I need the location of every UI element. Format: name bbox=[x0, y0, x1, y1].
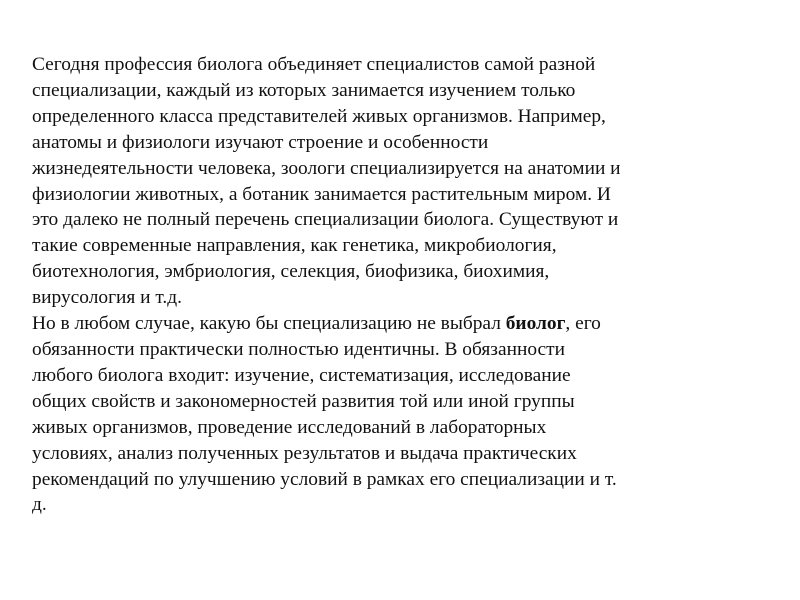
text-line: любого биолога входит: изучение, систематизация, исследование bbox=[32, 364, 571, 386]
text-run: Но в любом случае, какую бы специализацию не выбрал bbox=[32, 313, 506, 335]
text-line: биотехнология, эмбриология, селекция, биофизика, биохимия, bbox=[32, 261, 550, 283]
text-line: живых организмов, проведение исследований в лабораторных bbox=[32, 416, 547, 438]
text-line: общих свойств и закономерностей развития той или иной группы bbox=[32, 390, 575, 412]
text-line: определенного класса представителей живых организмов. Например, bbox=[32, 105, 606, 127]
text-line: условиях, анализ полученных результатов и выдача практических bbox=[32, 442, 577, 464]
text-line: жизнедеятельности человека, зоологи специализируется на анатомии и bbox=[32, 157, 621, 179]
text-run: , его bbox=[565, 313, 601, 335]
text-line: физиологии животных, а ботаник занимается растительным миром. И bbox=[32, 183, 611, 205]
text-line: такие современные направления, как генетика, микробиология, bbox=[32, 235, 557, 257]
text-line: вирусология и т.д. bbox=[32, 287, 182, 309]
text-line: рекомендаций по улучшению условий в рамках его специализации и т. bbox=[32, 468, 617, 490]
bold-term: биолог bbox=[505, 313, 566, 335]
text-line: это далеко не полный перечень специализации биолога. Существуют и bbox=[32, 209, 619, 231]
text-line-with-bold bbox=[32, 311, 752, 337]
body-text bbox=[32, 52, 752, 518]
text-line: анатомы и физиологи изучают строение и особенности bbox=[32, 131, 489, 153]
text-line: д. bbox=[32, 494, 47, 516]
text-line: специализации, каждый из которых занимается изучением только bbox=[32, 79, 576, 101]
text-line: Сегодня профессия биолога объединяет специалистов самой разной bbox=[32, 54, 596, 75]
text-line: обязанности практически полностью идентичны. В обязанности bbox=[32, 338, 565, 360]
